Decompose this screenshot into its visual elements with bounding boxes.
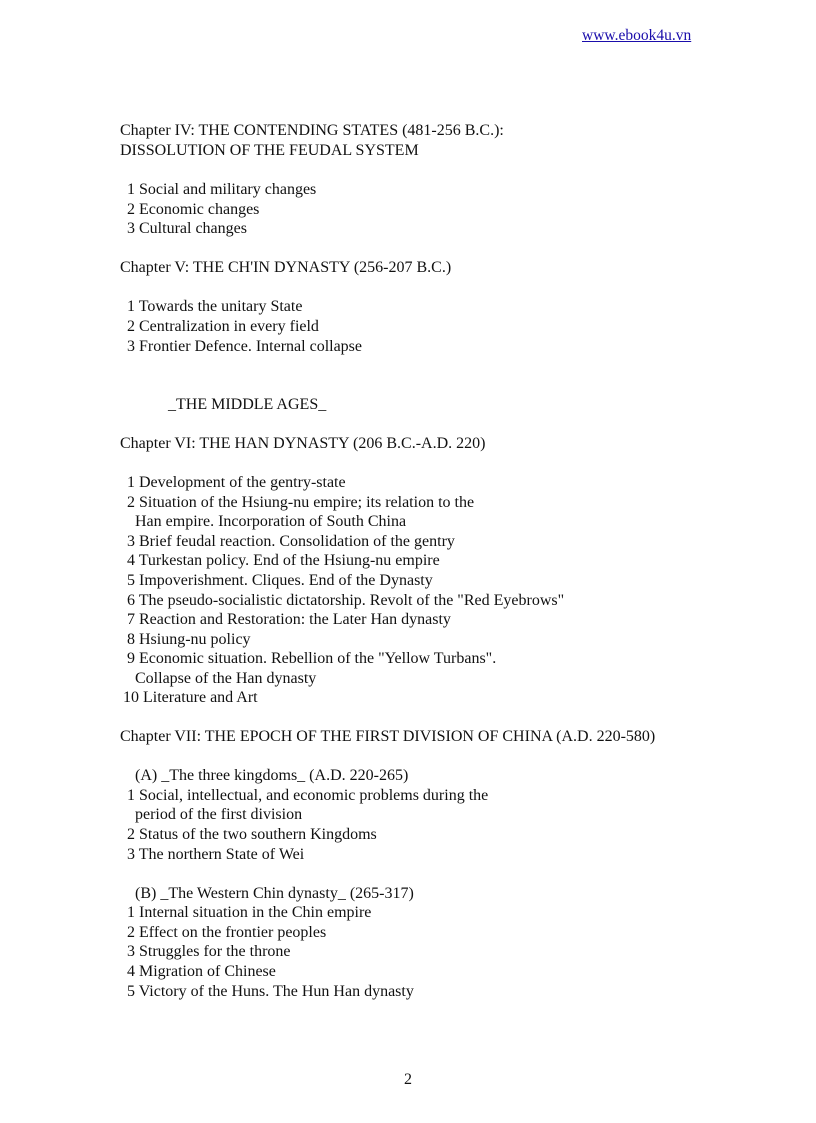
toc-item: 7 Reaction and Restoration: the Later Han dynasty	[127, 611, 451, 628]
toc-item: 1 Development of the gentry-state	[127, 474, 346, 491]
chapter-heading: Chapter VII: THE EPOCH OF THE FIRST DIVISION OF CHINA (A.D. 220-580)	[120, 728, 656, 745]
section-heading: (B) _The Western Chin dynasty_ (265-317)	[135, 885, 414, 902]
toc-item: 5 Victory of the Huns. The Hun Han dynasty	[127, 983, 414, 1000]
toc-item: 2 Economic changes	[127, 201, 260, 218]
toc-item: 3 Struggles for the throne	[127, 943, 291, 960]
toc-item: 3 Cultural changes	[127, 220, 247, 237]
chapter-heading: Chapter VI: THE HAN DYNASTY (206 B.C.-A.D. 220)	[120, 435, 486, 452]
toc-item: 4 Turkestan policy. End of the Hsiung-nu empire	[127, 552, 440, 569]
toc-item: 2 Effect on the frontier peoples	[127, 924, 327, 941]
website-link[interactable]: www.ebook4u.vn	[582, 27, 692, 44]
toc-item: 3 Brief feudal reaction. Consolidation of the gentry	[127, 533, 455, 550]
toc-item-continuation: Han empire. Incorporation of South China	[135, 513, 407, 530]
toc-item: 6 The pseudo-socialistic dictatorship. Revolt of the "Red Eyebrows"	[127, 592, 565, 609]
toc-item: 1 Towards the unitary State	[127, 298, 303, 315]
toc-item: 3 Frontier Defence. Internal collapse	[127, 338, 363, 355]
chapter-heading: Chapter IV: THE CONTENDING STATES (481-256 B.C.):	[120, 122, 504, 139]
toc-item: 4 Migration of Chinese	[127, 963, 276, 980]
part-heading: _THE MIDDLE AGES_	[168, 396, 327, 413]
toc-item: 2 Status of the two southern Kingdoms	[127, 826, 377, 843]
toc-item: 2 Centralization in every field	[127, 318, 319, 335]
toc-item: 1 Social, intellectual, and economic problems during the	[127, 787, 489, 804]
toc-item: 2 Situation of the Hsiung-nu empire; its relation to the	[127, 494, 475, 511]
section-heading: (A) _The three kingdoms_ (A.D. 220-265)	[135, 767, 409, 784]
toc-item: 1 Social and military changes	[127, 181, 317, 198]
chapter-heading: DISSOLUTION OF THE FEUDAL SYSTEM	[120, 142, 419, 159]
toc-item-continuation: period of the first division	[135, 806, 303, 823]
toc-item: 9 Economic situation. Rebellion of the "Yellow Turbans".	[127, 650, 497, 667]
chapter-heading: Chapter V: THE CH'IN DYNASTY (256-207 B.C.)	[120, 259, 452, 276]
toc-item: 8 Hsiung-nu policy	[127, 631, 251, 648]
toc-item-continuation: Collapse of the Han dynasty	[135, 670, 317, 687]
toc-item: 1 Internal situation in the Chin empire	[127, 904, 372, 921]
toc-item: 10 Literature and Art	[123, 689, 258, 706]
page-number: 2	[404, 1071, 412, 1088]
toc-item: 3 The northern State of Wei	[127, 846, 305, 863]
toc-item: 5 Impoverishment. Cliques. End of the Dynasty	[127, 572, 433, 589]
